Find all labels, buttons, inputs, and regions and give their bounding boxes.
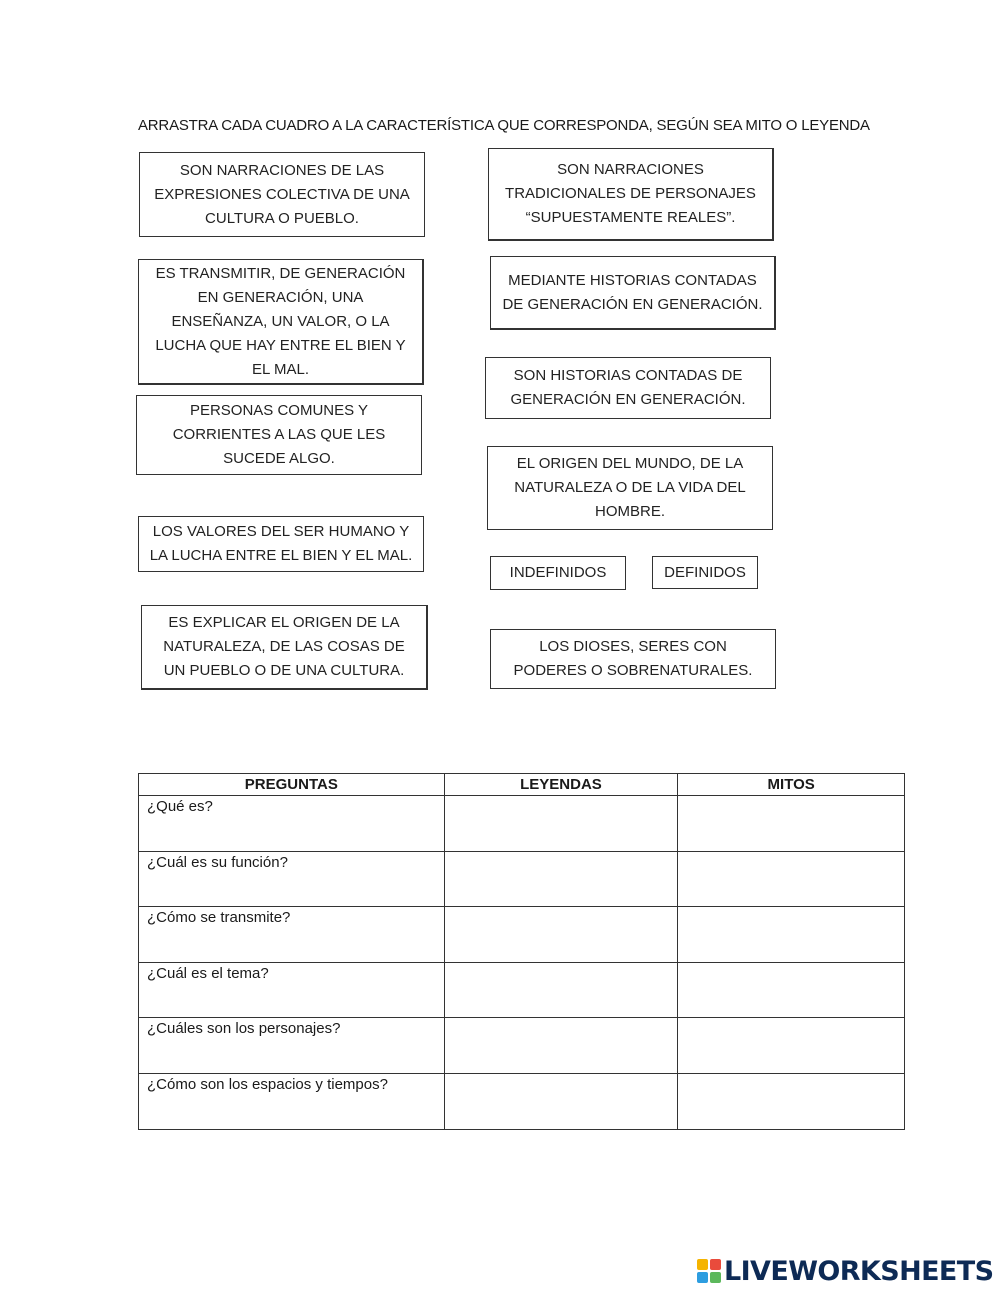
card-narraciones-tradicionales[interactable]: SON NARRACIONES TRADICIONALES DE PERSONAJES “SUPUESTAMENTE REALES”.	[488, 148, 774, 241]
card-indefinidos[interactable]: INDEFINIDOS	[490, 556, 626, 590]
answers-table	[138, 773, 905, 1130]
card-explicar-origen[interactable]: ES EXPLICAR EL ORIGEN DE LA NATURALEZA, DE LAS COSAS DE UN PUEBLO O DE UNA CULTURA.	[141, 605, 428, 690]
mitos-drop-cell[interactable]	[678, 962, 905, 1018]
mitos-drop-cell[interactable]	[678, 796, 905, 852]
question-cell: ¿Cuáles son los personajes?	[139, 1018, 445, 1074]
card-mediante-historias[interactable]: MEDIANTE HISTORIAS CONTADAS DE GENERACIÓN EN GENERACIÓN.	[490, 256, 776, 330]
question-cell: ¿Qué es?	[139, 796, 445, 852]
header-leyendas: LEYENDAS	[444, 774, 678, 796]
logo-block	[710, 1259, 721, 1270]
table-header-row	[139, 774, 905, 796]
mitos-drop-cell[interactable]	[678, 851, 905, 907]
leyendas-drop-cell[interactable]	[444, 1018, 678, 1074]
card-valores-ser-humano[interactable]: LOS VALORES DEL SER HUMANO Y LA LUCHA ENTRE EL BIEN Y EL MAL.	[138, 516, 424, 572]
header-mitos: MITOS	[678, 774, 905, 796]
card-narraciones-colectivas[interactable]: SON NARRACIONES DE LAS EXPRESIONES COLECTIVA DE UNA CULTURA O PUEBLO.	[139, 152, 425, 237]
table-row	[139, 962, 905, 1018]
table-row	[139, 1018, 905, 1074]
logo-block	[710, 1272, 721, 1283]
table-row	[139, 1073, 905, 1129]
table-row	[139, 851, 905, 907]
mitos-drop-cell[interactable]	[678, 1073, 905, 1129]
card-historias-contadas[interactable]: SON HISTORIAS CONTADAS DE GENERACIÓN EN GENERACIÓN.	[485, 357, 771, 419]
question-cell: ¿Cómo se transmite?	[139, 907, 445, 963]
leyendas-drop-cell[interactable]	[444, 907, 678, 963]
logo-block	[697, 1272, 708, 1283]
header-preguntas: PREGUNTAS	[139, 774, 445, 796]
instruction-text: ARRASTRA CADA CUADRO A LA CARACTERÍSTICA QUE CORRESPONDA, SEGÚN SEA MITO O LEYENDA	[138, 117, 870, 134]
card-origen-mundo[interactable]: EL ORIGEN DEL MUNDO, DE LA NATURALEZA O DE LA VIDA DEL HOMBRE.	[487, 446, 773, 530]
table-row	[139, 796, 905, 852]
question-cell: ¿Cuál es su función?	[139, 851, 445, 907]
logo-text: LIVEWORKSHEETS	[724, 1255, 994, 1287]
question-cell: ¿Cómo son los espacios y tiempos?	[139, 1073, 445, 1129]
card-definidos[interactable]: DEFINIDOS	[652, 556, 758, 589]
card-personas-comunes[interactable]: PERSONAS COMUNES Y CORRIENTES A LAS QUE LES SUCEDE ALGO.	[136, 395, 422, 475]
card-dioses[interactable]: LOS DIOSES, SERES CON PODERES O SOBRENATURALES.	[490, 629, 776, 689]
mitos-drop-cell[interactable]	[678, 1018, 905, 1074]
leyendas-drop-cell[interactable]	[444, 851, 678, 907]
liveworksheets-logo	[697, 1253, 993, 1289]
logo-blocks-icon	[697, 1259, 721, 1283]
table-row	[139, 907, 905, 963]
question-cell: ¿Cuál es el tema?	[139, 962, 445, 1018]
card-transmitir-ensenanza[interactable]: ES TRANSMITIR, DE GENERACIÓN EN GENERACIÓN, UNA ENSEÑANZA, UN VALOR, O LA LUCHA QUE HAY ENTRE EL BIEN Y EL MAL.	[138, 259, 424, 385]
leyendas-drop-cell[interactable]	[444, 962, 678, 1018]
logo-block	[697, 1259, 708, 1270]
mitos-drop-cell[interactable]	[678, 907, 905, 963]
leyendas-drop-cell[interactable]	[444, 796, 678, 852]
leyendas-drop-cell[interactable]	[444, 1073, 678, 1129]
